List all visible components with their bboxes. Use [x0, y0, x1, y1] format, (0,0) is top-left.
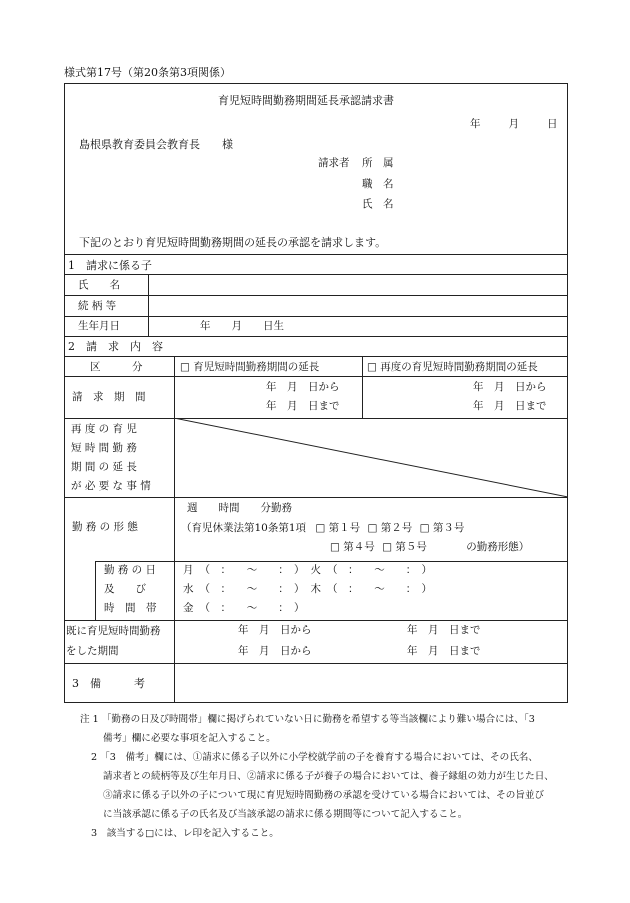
days-label-1: 勤 務 の 日 [104, 564, 157, 576]
note-2c: ③請求に係る子以外の子について現に育児短時間勤務の承認を受けている場合においては、その旨並び [103, 790, 545, 801]
work-form-suffix: の勤務形態） [466, 541, 530, 553]
checkbox-icon[interactable] [330, 541, 340, 553]
month-label: 月 [508, 118, 519, 130]
note-1b: 備考」欄に必要な事項を記入すること。 [103, 733, 276, 744]
diagonal-strike [174, 418, 568, 497]
section2-heading: 2 請 求 内 容 [68, 340, 163, 353]
birth-value: 年 月 日生 [200, 320, 284, 332]
affiliation-label: 所 属 [362, 157, 394, 169]
previous-label-2: をした期間 [66, 645, 119, 657]
time-range: （ ： ～ ： ） [199, 564, 305, 576]
time-range: （ ： ～ ： ） [327, 564, 432, 576]
addressee: 島根県教育委員会教育長 様 [79, 138, 233, 151]
note-2a: 2 「3 備考」欄には、①請求に係る子以外に小学校就学前の子を養育する場合においては、その氏名、 [91, 752, 538, 763]
work-hours-line: 週 時間 分勤務 [187, 502, 292, 514]
period2-to: 年 月 日まで [473, 400, 547, 412]
work-law-line [181, 522, 464, 535]
checkbox-icon[interactable] [420, 522, 430, 534]
day-mon: 月 [183, 564, 194, 576]
days-label-3: 時 間 帯 [104, 602, 157, 614]
work-form-line [330, 541, 529, 554]
checkbox-icon[interactable] [382, 541, 392, 553]
period1-to: 年 月 日まで [266, 400, 340, 412]
checkbox-icon[interactable] [180, 361, 190, 373]
day-thu: 木 [310, 583, 321, 595]
category-label: 区 分 [90, 361, 143, 373]
no4-label: 第４号 [343, 541, 375, 553]
section1-heading: 1 請求に係る子 [68, 259, 152, 272]
days-label-2: 及 び [104, 583, 146, 595]
previous-label-1: 既に育児短時間勤務 [66, 625, 161, 637]
note-3: 3 該当する□には、レ印を記入すること。 [91, 828, 279, 839]
requester-label: 請求者 [318, 157, 350, 169]
previous-row2-to: 年 月 日まで [407, 645, 481, 657]
note-2d: に当該承認に係る子の氏名及び当該承認の請求に係る期間等について記入すること。 [103, 809, 468, 820]
reason-line-3: 期 間 の 延 長 [71, 461, 137, 473]
year-label: 年 [470, 118, 481, 130]
position-label: 職 名 [362, 178, 394, 190]
period-label: 請 求 期 間 [72, 391, 146, 403]
checkbox-icon[interactable] [367, 361, 377, 373]
note-2b: 請求者との続柄等及び生年月日、②請求に係る子が養子の場合においては、養子縁組の効力が生じた日、 [103, 771, 554, 782]
day-fri: 金 [183, 602, 194, 614]
reason-line-1: 再 度 の 育 児 [71, 423, 137, 435]
previous-row1-from: 年 月 日から [238, 624, 312, 636]
no3-label: 第３号 [432, 522, 465, 534]
date-line [470, 118, 558, 131]
reason-line-4: が 必 要 な 事 情 [71, 480, 151, 492]
no5-label: 第５号 [395, 541, 427, 553]
time-range: （ ： ～ ： ） [199, 602, 305, 614]
birth-label: 生年月日 [78, 320, 120, 332]
period2-from: 年 月 日から [473, 381, 547, 393]
option-re-extension-label: 再度の育児短時間勤務期間の延長 [380, 361, 538, 373]
day-row-2 [183, 583, 432, 596]
form-title: 育児短時間勤務期間延長承認請求書 [218, 94, 394, 107]
previous-row2-from: 年 月 日から [238, 645, 312, 657]
intro-text: 下記のとおり育児短時間勤務期間の延長の承認を請求します。 [79, 236, 387, 249]
day-row-3 [183, 602, 305, 615]
previous-row1-to: 年 月 日まで [407, 624, 481, 636]
checkbox-icon[interactable] [315, 522, 325, 534]
day-wed: 水 [183, 583, 194, 595]
day-tue: 火 [310, 564, 321, 576]
period1-from: 年 月 日から [266, 381, 340, 393]
reason-line-2: 短 時 間 勤 務 [71, 442, 137, 454]
note-1a: 注 1 「勤務の日及び時間帯」欄に掲げられていない日に勤務を希望する等当該欄により難い場合には、「3 [80, 714, 535, 725]
child-name-label: 氏 名 [78, 279, 120, 291]
day-label: 日 [547, 118, 558, 130]
option-extension-label: 育児短時間勤務期間の延長 [193, 361, 320, 373]
option-extension[interactable] [180, 361, 319, 374]
name-label: 氏 名 [362, 198, 394, 210]
day-row-1 [183, 564, 432, 577]
relation-label: 続 柄 等 [78, 300, 117, 312]
form-number: 様式第17号（第20条第3項関係） [64, 66, 231, 79]
no1-label: 第１号 [328, 522, 361, 534]
section3-heading: 3 備 考 [72, 677, 145, 690]
no2-label: 第２号 [380, 522, 413, 534]
option-re-extension[interactable] [367, 361, 538, 374]
work-form-label: 勤 務 の 形 態 [72, 521, 138, 533]
work-law-prefix: （育児休業法第10条第1項 [181, 522, 307, 534]
checkbox-icon[interactable] [368, 522, 378, 534]
time-range: （ ： ～ ： ） [199, 583, 305, 595]
time-range: （ ： ～ ： ） [327, 583, 432, 595]
